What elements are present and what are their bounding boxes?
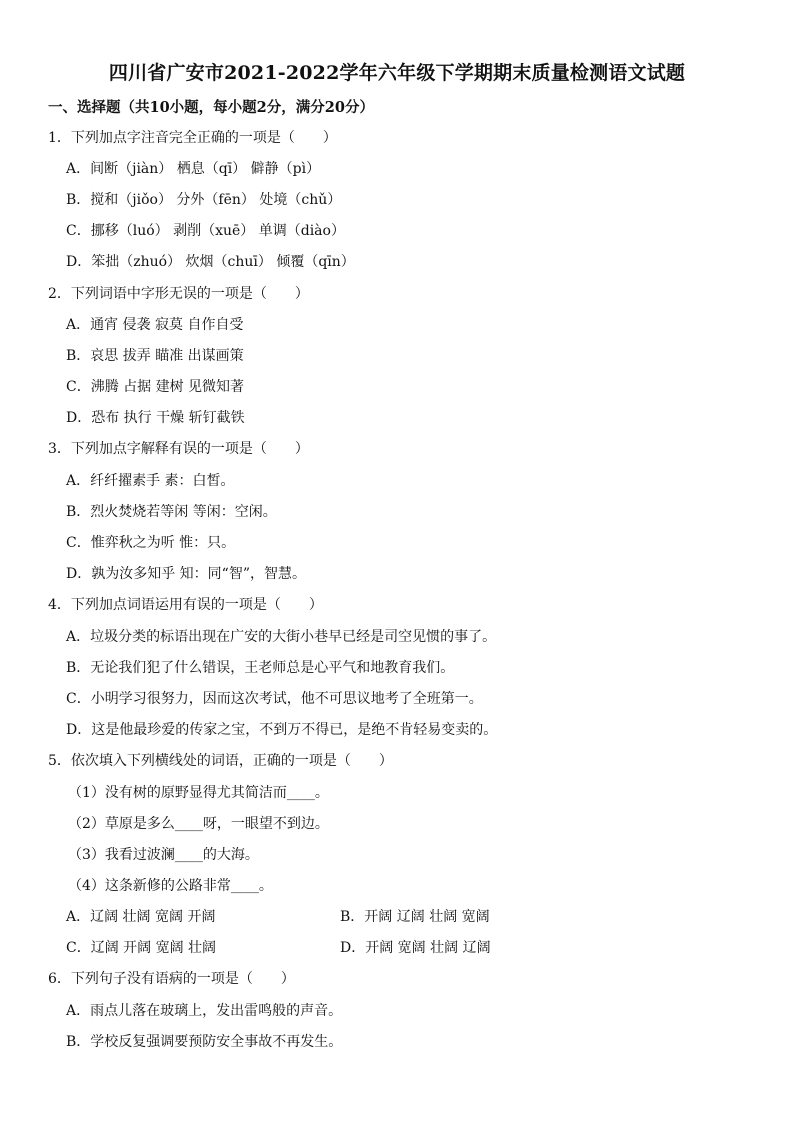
question-3-option-a: A．纤纤擢素手 素：白皙。 bbox=[66, 473, 235, 489]
question-2-option-b: B．哀思 拔弄 瞄准 出谋画策 bbox=[66, 348, 244, 364]
question-1-stem: 1．下列加点字注音完全正确的一项是（ ） bbox=[48, 130, 337, 146]
question-3-option-c: C．惟弈秋之为听 惟：只。 bbox=[66, 535, 236, 551]
question-2-option-d: D．恐布 执行 干燥 斩钉截铁 bbox=[66, 410, 245, 426]
question-5-sub-4: （4）这条新修的公路非常____。 bbox=[68, 878, 273, 894]
question-1-option-b: B．搅和（jiǒo） 分外（fēn） 处境（chǔ） bbox=[66, 192, 342, 208]
page-title: 四川省广安市2021-2022学年六年级下学期期末质量检测语文试题 bbox=[108, 62, 686, 84]
question-5-stem: 5．依次填入下列横线处的词语，正确的一项是（ ） bbox=[48, 753, 393, 769]
question-3-option-d: D．孰为汝多知乎 知：同“智”，智慧。 bbox=[66, 566, 306, 582]
question-4-option-d: D．这是他最珍爱的传家之宝，不到万不得已，是绝不肯轻易变卖的。 bbox=[66, 722, 498, 738]
question-3-stem: 3．下列加点字解释有误的一项是（ ） bbox=[48, 441, 309, 457]
question-4-option-a: A．垃圾分类的标语出现在广安的大街小巷早已经是司空见惯的事了。 bbox=[66, 629, 497, 645]
question-3-option-b: B．烈火焚烧若等闲 等闲：空闲。 bbox=[66, 504, 277, 520]
section-heading: 一、选择题（共10小题，每小题2分，满分20分） bbox=[48, 99, 374, 116]
question-1-option-d: D．笨拙（zhuó） 炊烟（chuī） 倾覆（qīn） bbox=[66, 254, 355, 270]
question-5-option-d: D．开阔 宽阔 壮阔 辽阔 bbox=[340, 940, 491, 956]
question-5-sub-1: （1）没有树的原野显得尤其简洁而____。 bbox=[68, 785, 329, 801]
question-6-option-b: B．学校反复强调要预防安全事故不再发生。 bbox=[66, 1034, 343, 1050]
question-4-option-c: C．小明学习很努力，因而这次考试，他不可思议地考了全班第一。 bbox=[66, 691, 483, 707]
question-2-stem: 2．下列词语中字形无误的一项是（ ） bbox=[48, 286, 309, 302]
question-4-option-b: B．无论我们犯了什么错误，王老师总是心平气和地教育我们。 bbox=[66, 660, 455, 676]
question-6-stem: 6．下列句子没有语病的一项是（ ） bbox=[48, 971, 295, 987]
question-5-sub-2: （2）草原是多么____呀，一眼望不到边。 bbox=[68, 816, 329, 832]
question-6-option-a: A．雨点儿落在玻璃上，发出雷鸣般的声音。 bbox=[66, 1003, 343, 1019]
question-2-option-a: A．通宵 侵袭 寂莫 自作自受 bbox=[66, 317, 244, 333]
question-5-sub-3: （3）我看过波澜____的大海。 bbox=[68, 847, 259, 863]
question-1-option-c: C．挪移（luó） 剥削（xuē） 单调（diào） bbox=[66, 223, 345, 239]
question-4-stem: 4．下列加点词语运用有误的一项是（ ） bbox=[48, 597, 323, 613]
question-1-option-a: A．间断（jiàn） 栖息（qī） 僻静（pì） bbox=[66, 161, 321, 177]
question-5-option-a: A．辽阔 壮阔 宽阔 开阔 bbox=[66, 909, 216, 925]
question-5-option-c: C．辽阔 开阔 宽阔 壮阔 bbox=[66, 940, 217, 956]
question-2-option-c: C．沸腾 占据 建树 见微知著 bbox=[66, 379, 245, 395]
question-5-option-b: B．开阔 辽阔 壮阔 宽阔 bbox=[340, 909, 490, 925]
